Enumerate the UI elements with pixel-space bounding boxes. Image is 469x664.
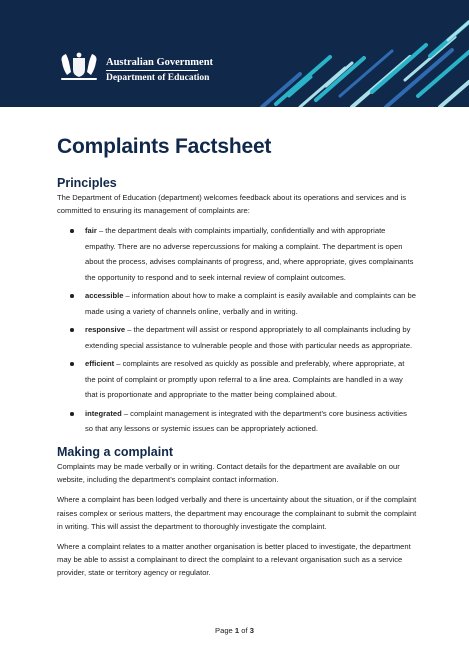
bullet-icon	[70, 328, 74, 332]
principles-list	[57, 223, 417, 437]
making-complaint-heading: Making a complaint	[57, 444, 173, 459]
list-item	[57, 406, 417, 437]
page-title: Complaints Factsheet	[57, 135, 272, 158]
making-paragraph: Complaints may be made verbally or in writing. Contact details for the department are available on our website, including the department’s complaint contact information.	[57, 461, 400, 485]
current-page: 1	[234, 626, 240, 635]
principles-intro: The Department of Education (department) welcomes feedback about its operations and services and is committed to ensuring its management of complaints are:	[57, 193, 407, 216]
principle-term: responsive	[85, 325, 126, 335]
coat-of-arms-icon	[57, 52, 101, 82]
department-name: Department of Education	[106, 72, 210, 83]
page-label: Page	[215, 626, 235, 635]
page-of: of	[239, 626, 250, 635]
header-banner	[0, 0, 469, 107]
principle-term: integrated	[85, 408, 122, 418]
making-paragraph: Where a complaint relates to a matter another organisation is better placed to investigate, the department may be able to assist a complainant to direct the complaint to a relevant organisation such as a service provider, state or territory agency or regulator.	[57, 541, 411, 578]
bullet-icon	[70, 294, 74, 298]
bullet-icon	[70, 412, 74, 416]
government-wordmark	[106, 57, 213, 84]
total-pages: 3	[249, 626, 254, 635]
list-item	[57, 223, 417, 285]
principles-heading: Principles	[57, 176, 117, 190]
making-paragraph: Where a complaint has been lodged verbally and there is uncertainty about the situation, or if the complaint raises complex or serious matters, the department may encourage the complainant to submit the complaint in writing. This will assist the department to thoroughly investigate the complaint.	[57, 495, 417, 531]
bullet-icon	[70, 229, 74, 233]
list-item	[57, 356, 417, 403]
list-item	[57, 322, 417, 353]
principle-term: accessible	[85, 291, 124, 301]
list-item	[57, 288, 417, 319]
principle-text: – the department will assist or respond appropriately to all complainants including by extending special assistance to vulnerable people and those with particular needs as appropriate.	[85, 325, 413, 350]
principle-text: – information about how to make a complaint is easily available and complaints can be made using a variety of channels online, verbally and in writing.	[85, 291, 416, 316]
principle-term: fair	[85, 226, 97, 236]
page-footer	[0, 626, 469, 635]
principle-text: – the department deals with complaints impartially, confidentially and with appropriate empathy. There are no adverse repercussions for making a complaint. The department is open about the process, advises complainants of progress, and, where appropriate, gives complainants the opportunity to respond and to seek internal review of complaint outcomes.	[85, 226, 414, 282]
government-name: Australian Government	[106, 57, 214, 68]
principle-text: – complaint management is integrated with the department’s core business activities so that any lessons or systemic issues can be appropriately actioned.	[85, 408, 407, 434]
bullet-icon	[70, 362, 74, 366]
document-body	[57, 133, 417, 587]
principle-text: – complaints are resolved as quickly as possible and preferably, where appropriate, at the point of complaint or promptly upon referral to a line area. Complaints are handled in a way that is proportionate and appropriate to the matter being complained about.	[85, 359, 405, 400]
wordmark-divider	[106, 70, 198, 71]
principle-term: efficient	[85, 359, 115, 369]
